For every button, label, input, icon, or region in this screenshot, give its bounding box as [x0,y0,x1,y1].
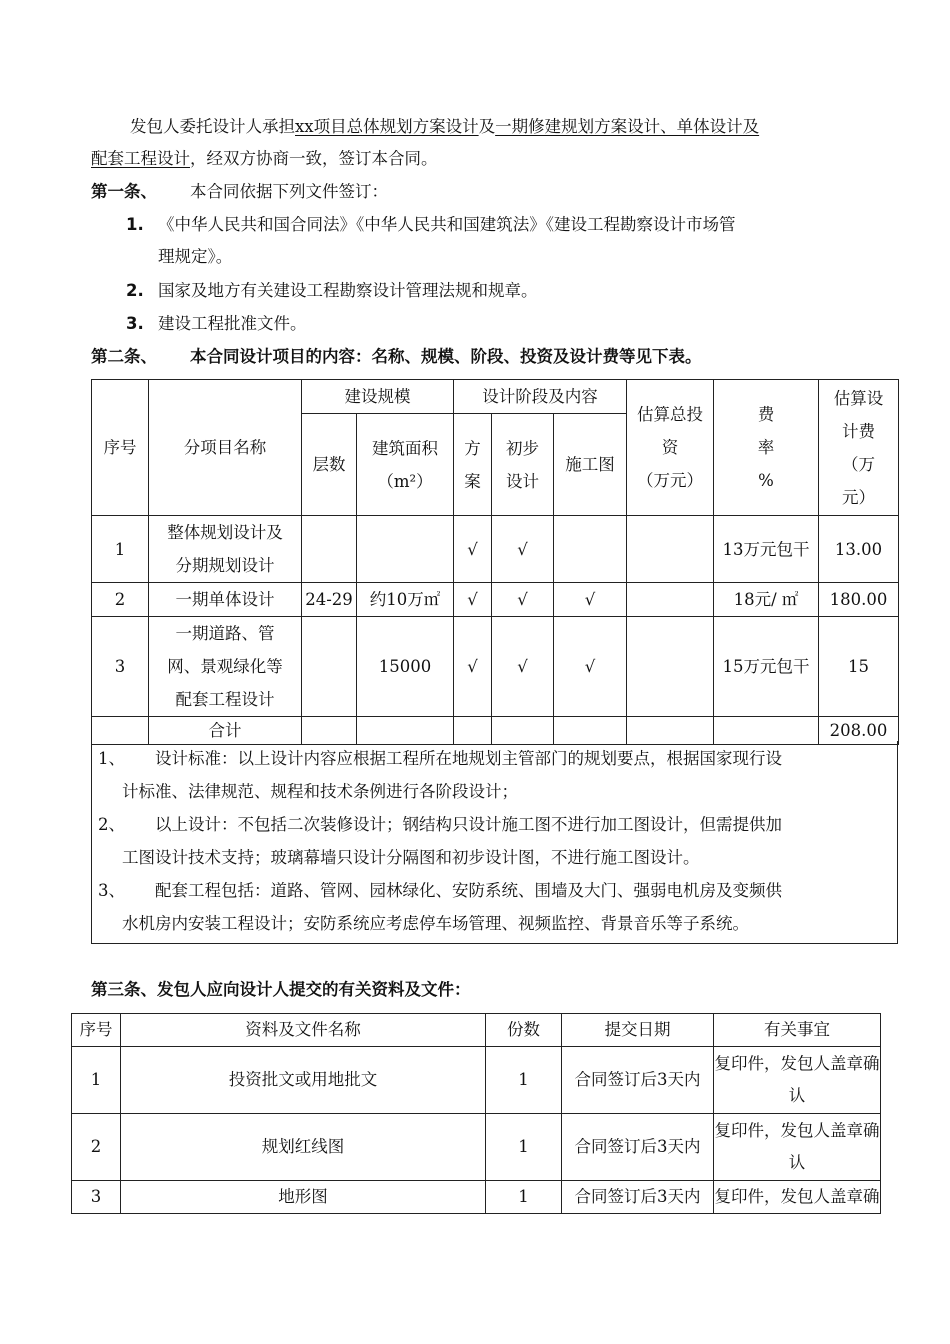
note1-line1: 设计标准：以上设计内容应根据工程所在地规划主管部门的规划要点，根据国家现行设 [155,749,782,768]
table-row [72,1114,881,1181]
row2-fee: 180.00 [819,583,899,617]
row3-floors [302,617,357,717]
table-row [92,617,899,717]
doc-header-seq: 序号 [72,1014,121,1047]
total-value: 208.00 [819,717,899,745]
header-stage: 设计阶段及内容 [454,380,627,414]
header-fee-3: （万 [842,454,876,474]
intro-scope-cont: 配套工程设计 [91,149,190,168]
header-fee-2: 计费 [842,421,876,441]
doc-row2-name: 规划红线图 [121,1114,486,1181]
article1-item1-num: 1. [126,215,144,234]
header-fee-1: 估算设 [833,388,884,408]
note3-num: 3、 [98,881,125,900]
doc-row3-date: 合同签订后3天内 [562,1181,714,1214]
row1-floors [302,516,357,583]
header-seq: 序号 [92,380,149,516]
header-scale: 建设规模 [302,380,454,414]
note3-line1: 配套工程包括：道路、管网、园林绿化、安防系统、围墙及大门、强弱电机房及变频供 [155,881,782,900]
doc-header-remark: 有关事宜 [714,1014,881,1047]
doc-row2-remark-1: 复印件，发包人盖章确 [714,1121,880,1140]
row1-fee: 13.00 [819,516,899,583]
header-area-1: 建筑面积 [372,438,438,458]
note2-num: 2、 [98,815,125,834]
row3-invest [627,617,714,717]
header-prelim-1: 初步 [506,438,539,458]
article1-item1-line2: 理规定》。 [158,247,233,266]
header-prelim-2: 设计 [506,471,539,491]
header-name: 分项目名称 [149,380,302,516]
doc-row1-remark-2: 认 [788,1086,806,1105]
intro-text-c: 及 [478,117,496,136]
header-fee-4: 元） [842,487,876,507]
article1-item3-num: 3. [126,314,144,333]
row3-fee: 15 [819,617,899,717]
row3-construct: √ [554,617,627,717]
row1-name-1: 整体规划设计及 [167,523,283,542]
documents-table [71,1013,881,1214]
header-rate-1: 费 [757,405,775,424]
doc-row2-remark [714,1114,881,1181]
header-invest-3: （万元） [637,471,704,490]
header-construct: 施工图 [554,414,627,516]
header-invest-2: 资 [661,438,679,457]
note1-line2: 计标准、法律规范、规程和技术条例进行各阶段设计； [122,782,518,801]
article1-label: 第一条、 [91,182,157,201]
article1-item2-num: 2. [126,281,144,300]
total-label: 合计 [149,717,302,745]
row1-construct [554,516,627,583]
article2-text: 本合同设计项目的内容：名称、规模、阶段、投资及设计费等见下表。 [190,347,702,366]
row2-rate: 18元/ ㎡ [714,583,819,617]
row1-name [149,516,302,583]
row1-invest [627,516,714,583]
article1-item1-line1: 《中华人民共和国合同法》《中华人民共和国建筑法》《建设工程勘察设计市场管 [158,215,736,234]
doc-row1-count: 1 [486,1047,562,1114]
doc-row1-name: 投资批文或用地批文 [121,1047,486,1114]
row2-seq: 2 [92,583,149,617]
design-notes [91,741,898,944]
doc-row3-count: 1 [486,1181,562,1214]
doc-row3-name: 地形图 [121,1181,486,1214]
doc-header-name: 资料及文件名称 [121,1014,486,1047]
row2-invest [627,583,714,617]
row1-seq: 1 [92,516,149,583]
note1-num: 1、 [98,749,125,768]
row3-prelim: √ [492,617,554,717]
table-row [72,1047,881,1114]
article1-item2-text: 国家及地方有关建设工程勘察设计管理法规和规章。 [158,281,538,300]
header-invest-1: 估算总投 [637,405,704,424]
doc-row1-remark-1: 复印件，发包人盖章确 [714,1054,880,1073]
row2-prelim: √ [492,583,554,617]
doc-row1-date: 合同签订后3天内 [562,1047,714,1114]
article2-label: 第二条、 [91,347,157,366]
intro-text-end: ，经双方协商一致，签订本合同。 [190,149,438,168]
row1-rate: 13万元包干 [714,516,819,583]
doc-row1-seq: 1 [72,1047,121,1114]
article1-item3-text: 建设工程批准文件。 [158,314,307,333]
header-area-2: （m²） [377,471,433,491]
row2-construct: √ [554,583,627,617]
row3-name-2: 网、景观绿化等 [167,657,283,676]
header-floors: 层数 [302,414,357,516]
doc-row3-seq: 3 [72,1181,121,1214]
header-invest [627,380,714,516]
row2-name: 一期单体设计 [149,583,302,617]
table-row [92,583,899,617]
row3-name-3: 配套工程设计 [175,690,275,709]
intro-text-a: 发包人委托设计人承担 [130,117,295,136]
row3-name [149,617,302,717]
note2-line2: 工图设计技术支持；玻璃幕墙只设计分隔图和初步设计图，不进行施工图设计。 [122,848,700,867]
note2-line1: 以上设计：不包括二次装修设计；钢结构只设计施工图不进行加工图设计，但需提供加 [155,815,782,834]
doc-header-date: 提交日期 [562,1014,714,1047]
header-plan-1: 方 [464,438,481,458]
row3-plan: √ [454,617,492,717]
header-rate [714,380,819,516]
row1-prelim: √ [492,516,554,583]
doc-header-count: 份数 [486,1014,562,1047]
article3-title: 第三条、发包人应向设计人提交的有关资料及文件： [91,980,471,999]
doc-row1-remark [714,1047,881,1114]
article1-text: 本合同依据下列文件签订： [190,182,388,201]
row2-plan: √ [454,583,492,617]
note3-line2: 水机房内安装工程设计；安防系统应考虑停车场管理、视频监控、背景音乐等子系统。 [122,914,749,933]
intro-line-2 [91,148,438,170]
header-rate-3: % [758,471,774,490]
header-plan [454,414,492,516]
row1-name-2: 分期规划设计 [175,556,275,575]
intro-line-1 [130,116,759,138]
doc-row2-remark-2: 认 [788,1153,806,1172]
intro-project-name: xx项目总体规划方案设计 [295,117,479,136]
doc-row2-date: 合同签订后3天内 [562,1114,714,1181]
header-rate-2: 率 [757,438,775,457]
doc-row2-count: 1 [486,1114,562,1181]
intro-scope: 一期修建规划方案设计、单体设计及 [495,117,760,136]
header-area [357,414,454,516]
row3-rate: 15万元包干 [714,617,819,717]
header-plan-2: 案 [464,471,481,491]
header-fee [819,380,899,516]
row3-seq: 3 [92,617,149,717]
header-prelim [492,414,554,516]
row3-name-1: 一期道路、管 [175,624,275,643]
doc-row2-seq: 2 [72,1114,121,1181]
row1-plan: √ [454,516,492,583]
row2-area: 约10万㎡ [357,583,454,617]
row1-area [357,516,454,583]
row2-floors: 24-29 [302,583,357,617]
row3-area: 15000 [357,617,454,717]
table-row [92,516,899,583]
design-items-table [91,379,899,745]
table-row [72,1181,881,1214]
doc-row3-remark: 复印件，发包人盖章确 [714,1181,881,1214]
